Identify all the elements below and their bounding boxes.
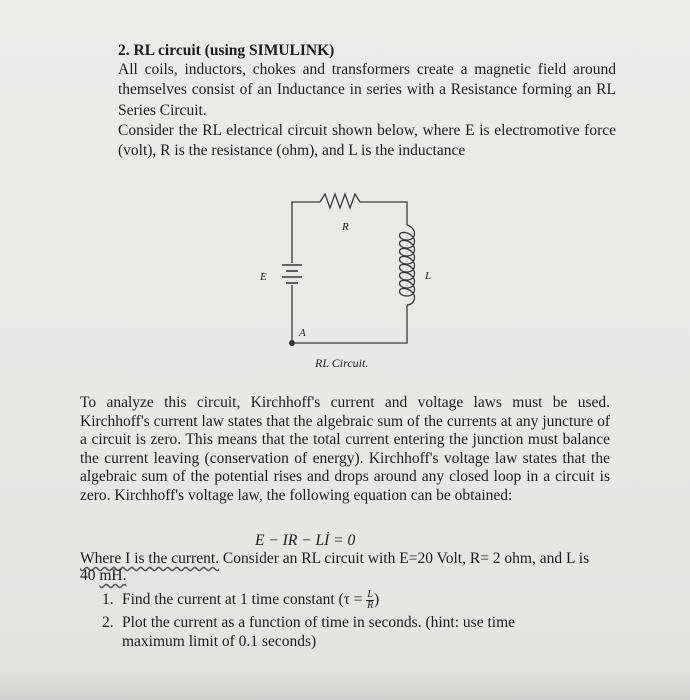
label-e: E — [260, 271, 267, 283]
fraction-numerator: L — [367, 589, 373, 600]
label-a: A — [299, 327, 306, 339]
analysis-paragraph: To analyze this circuit, Kirchhoff's current and voltage laws must be used. Kirchhoff's current law states that the algebraic sum of the currents at any juncture of a circuit is zero. This means that the total current entering the junction must balance the current leaving (conservation of energy). Kirchhoff's voltage law states that the algebraic sum of the potential rises and drops around any closed loop in a circuit is zero. Kirchhoff's voltage law, the following equation can be obtained: — [80, 394, 610, 504]
question-2 — [102, 613, 572, 651]
intro-paragraph — [118, 58, 616, 161]
question-1-end: ) — [373, 591, 380, 609]
resistor-zigzag — [320, 194, 360, 208]
wire-top-right — [360, 202, 407, 225]
label-r: R — [342, 221, 349, 233]
question-2-number: 2. — [102, 614, 114, 631]
given-values-paragraph — [80, 550, 600, 584]
kvl-equation: E − IR − Lİ = 0 — [255, 532, 356, 549]
question-1-number: 1. — [102, 591, 114, 608]
question-2-text: Plot the current as a function of time in seconds. (hint: use time maximum limit of 0.1 seconds) — [122, 614, 516, 650]
inductor-coil — [400, 225, 415, 305]
question-list — [102, 590, 572, 653]
figure-caption: RL Circuit. — [315, 356, 369, 370]
rl-circuit-diagram — [240, 185, 440, 355]
where-current-phrase: Where I is the current. — [80, 550, 220, 567]
wire-top — [292, 202, 320, 205]
question-1-text: Find the current at 1 time constant (τ = — [122, 591, 367, 609]
given-values-text: Consider an RL circuit with E=20 Volt, R= 2 ohm, and L is 40 — [80, 550, 590, 584]
tau-fraction — [366, 590, 374, 611]
question-1 — [102, 590, 572, 611]
page-shadow — [0, 670, 690, 700]
section-heading: 2. RL circuit (using SIMULINK) — [118, 42, 335, 59]
intro-line-1: All coils, inductors, chokes and transformers create a magnetic field around themselves consist of an Inductance in series with a Resistance forming an RL Series Circuit. — [118, 61, 616, 119]
fraction-denominator: R — [367, 600, 374, 611]
intro-line-2: Consider the RL electrical circuit shown below, where E is electromotive force (volt), R is the resistance (ohm), and L is the inductance — [118, 121, 616, 160]
label-l: L — [425, 270, 432, 282]
unit-mh: mH. — [99, 567, 127, 584]
wire-right-bottom — [292, 305, 407, 343]
